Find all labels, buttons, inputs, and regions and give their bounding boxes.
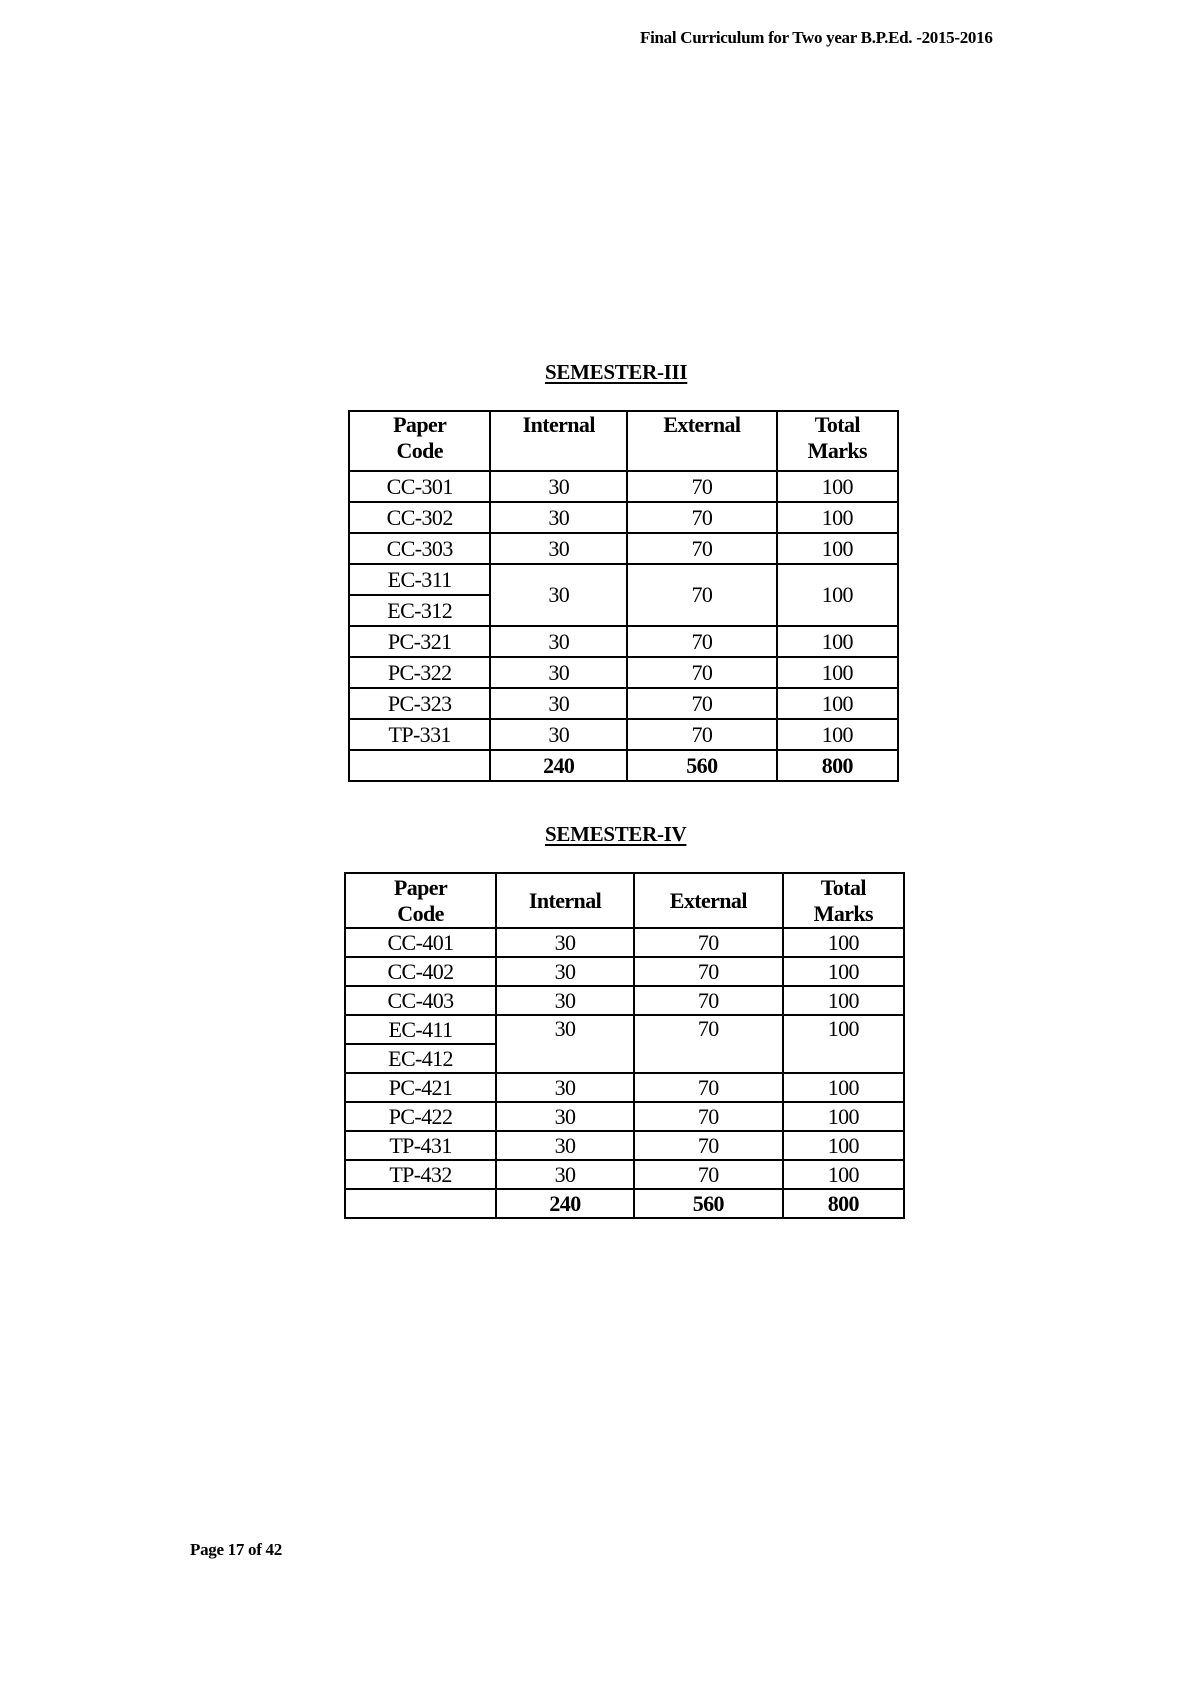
internal-marks: 30 bbox=[496, 928, 634, 957]
total-marks: 100 bbox=[783, 1102, 904, 1131]
totals-row bbox=[349, 750, 898, 781]
totals-empty-cell bbox=[349, 750, 490, 781]
external-marks: 70 bbox=[627, 626, 777, 657]
internal-marks: 30 bbox=[496, 986, 634, 1015]
external-marks: 70 bbox=[634, 957, 783, 986]
paper-code: CC-301 bbox=[349, 471, 490, 502]
paper-code: PC-322 bbox=[349, 657, 490, 688]
total-marks: 100 bbox=[777, 626, 898, 657]
external-marks: 70 bbox=[627, 471, 777, 502]
table-row bbox=[349, 626, 898, 657]
table-row bbox=[345, 986, 904, 1015]
table-row bbox=[345, 957, 904, 986]
external-marks: 70 bbox=[627, 564, 777, 626]
paper-code: EC-411 bbox=[345, 1015, 496, 1044]
internal-marks: 30 bbox=[490, 688, 627, 719]
total-marks: 100 bbox=[783, 1131, 904, 1160]
paper-code: EC-311 bbox=[349, 564, 490, 595]
external-marks: 70 bbox=[634, 1160, 783, 1189]
external-marks: 70 bbox=[634, 1073, 783, 1102]
total-marks: 100 bbox=[783, 928, 904, 957]
total-marks: 100 bbox=[777, 564, 898, 626]
table-row bbox=[349, 502, 898, 533]
header-internal: Internal bbox=[490, 411, 627, 471]
internal-marks: 30 bbox=[496, 1073, 634, 1102]
total-external: 560 bbox=[627, 750, 777, 781]
paper-code: CC-303 bbox=[349, 533, 490, 564]
header-total-marks: Total Marks bbox=[783, 873, 904, 928]
table-row bbox=[345, 1131, 904, 1160]
semester-3-table bbox=[348, 410, 899, 782]
paper-code: TP-331 bbox=[349, 719, 490, 750]
table-row bbox=[349, 471, 898, 502]
total-marks: 100 bbox=[783, 957, 904, 986]
internal-marks: 30 bbox=[490, 533, 627, 564]
semester-4-title: SEMESTER-IV bbox=[545, 822, 687, 846]
total-marks: 100 bbox=[777, 471, 898, 502]
header-paper-code: Paper Code bbox=[349, 411, 490, 471]
paper-code: CC-401 bbox=[345, 928, 496, 957]
total-marks: 100 bbox=[777, 502, 898, 533]
table-row bbox=[349, 688, 898, 719]
totals-row bbox=[345, 1189, 904, 1218]
internal-marks: 30 bbox=[496, 1131, 634, 1160]
paper-code: PC-421 bbox=[345, 1073, 496, 1102]
external-marks: 70 bbox=[634, 1102, 783, 1131]
internal-marks: 30 bbox=[490, 626, 627, 657]
paper-code: CC-403 bbox=[345, 986, 496, 1015]
external-marks: 70 bbox=[627, 657, 777, 688]
external-marks: 70 bbox=[634, 928, 783, 957]
total-marks: 100 bbox=[783, 1015, 904, 1073]
table-row bbox=[345, 1073, 904, 1102]
paper-code: TP-431 bbox=[345, 1131, 496, 1160]
total-marks: 100 bbox=[777, 533, 898, 564]
total-marks: 100 bbox=[777, 719, 898, 750]
external-marks: 70 bbox=[627, 688, 777, 719]
header-paper-code: Paper Code bbox=[345, 873, 496, 928]
paper-code: PC-323 bbox=[349, 688, 490, 719]
page-number: Page 17 of 42 bbox=[190, 1540, 282, 1559]
grand-total: 800 bbox=[783, 1189, 904, 1218]
totals-empty-cell bbox=[345, 1189, 496, 1218]
total-marks: 100 bbox=[777, 688, 898, 719]
paper-code: TP-432 bbox=[345, 1160, 496, 1189]
internal-marks: 30 bbox=[490, 564, 627, 626]
semester-4-table bbox=[344, 872, 905, 1219]
table-row bbox=[349, 564, 898, 595]
external-marks: 70 bbox=[627, 502, 777, 533]
external-marks: 70 bbox=[634, 1131, 783, 1160]
external-marks: 70 bbox=[634, 1015, 783, 1073]
internal-marks: 30 bbox=[490, 502, 627, 533]
total-internal: 240 bbox=[490, 750, 627, 781]
total-marks: 100 bbox=[783, 1160, 904, 1189]
total-marks: 100 bbox=[783, 986, 904, 1015]
internal-marks: 30 bbox=[496, 1160, 634, 1189]
external-marks: 70 bbox=[627, 719, 777, 750]
table-row bbox=[345, 1160, 904, 1189]
header-external: External bbox=[627, 411, 777, 471]
paper-code: PC-321 bbox=[349, 626, 490, 657]
total-marks: 100 bbox=[777, 657, 898, 688]
header-internal: Internal bbox=[496, 873, 634, 928]
table-row bbox=[349, 719, 898, 750]
table-row bbox=[349, 533, 898, 564]
total-marks: 100 bbox=[783, 1073, 904, 1102]
table-row bbox=[345, 1102, 904, 1131]
table-row bbox=[345, 928, 904, 957]
internal-marks: 30 bbox=[496, 1015, 634, 1073]
document-header: Final Curriculum for Two year B.P.Ed. -2015-2016 bbox=[640, 28, 993, 47]
internal-marks: 30 bbox=[496, 1102, 634, 1131]
total-external: 560 bbox=[634, 1189, 783, 1218]
semester-3-title: SEMESTER-III bbox=[545, 360, 688, 384]
paper-code: CC-402 bbox=[345, 957, 496, 986]
internal-marks: 30 bbox=[490, 657, 627, 688]
total-internal: 240 bbox=[496, 1189, 634, 1218]
paper-code: PC-422 bbox=[345, 1102, 496, 1131]
paper-code: EC-412 bbox=[345, 1044, 496, 1073]
internal-marks: 30 bbox=[496, 957, 634, 986]
paper-code: CC-302 bbox=[349, 502, 490, 533]
grand-total: 800 bbox=[777, 750, 898, 781]
internal-marks: 30 bbox=[490, 719, 627, 750]
header-external: External bbox=[634, 873, 783, 928]
table-row bbox=[345, 1015, 904, 1044]
table-header-row bbox=[345, 873, 904, 928]
paper-code: EC-312 bbox=[349, 595, 490, 626]
header-total-marks: Total Marks bbox=[777, 411, 898, 471]
external-marks: 70 bbox=[627, 533, 777, 564]
table-header-row bbox=[349, 411, 898, 471]
internal-marks: 30 bbox=[490, 471, 627, 502]
external-marks: 70 bbox=[634, 986, 783, 1015]
table-row bbox=[349, 657, 898, 688]
